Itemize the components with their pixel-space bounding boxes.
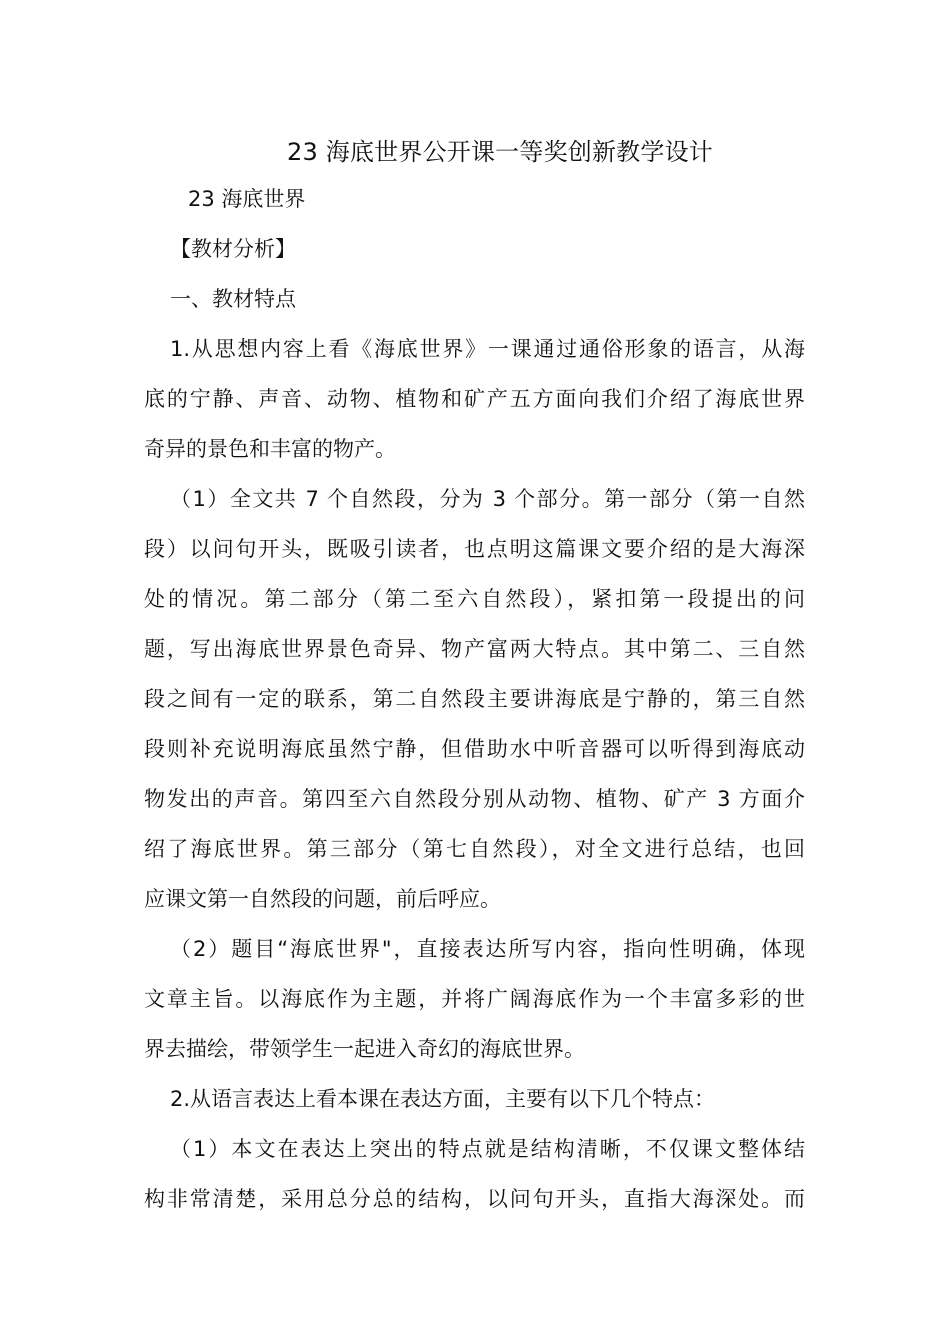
paragraph-line: （1）全文共 7 个自然段，分为 3 个部分。第一部分（第一自然	[170, 487, 805, 511]
section-heading-textbook-analysis: 【教材分析】	[170, 237, 296, 261]
paragraph-line: 构非常清楚，采用总分总的结构，以问句开头，直指大海深处。而	[144, 1187, 805, 1211]
paragraph-line: 题，写出海底世界景色奇异、物产富两大特点。其中第二、三自然	[144, 637, 805, 661]
paragraph-line: 处的情况。第二部分（第二至六自然段），紧扣第一段提出的问	[144, 587, 805, 611]
paragraph-line: 底的宁静、声音、动物、植物和矿产五方面向我们介绍了海底世界	[144, 387, 805, 411]
paragraph-line: （1）本文在表达上突出的特点就是结构清晰，不仅课文整体结	[170, 1137, 805, 1161]
paragraph-line: 绍了海底世界。第三部分（第七自然段），对全文进行总结，也回	[144, 837, 805, 861]
paragraph-line: 段则补充说明海底虽然宁静，但借助水中听音器可以听得到海底动	[144, 737, 805, 761]
paragraph-line: 段）以问句开头，既吸引读者，也点明这篇课文要介绍的是大海深	[144, 537, 805, 561]
paragraph-line: 奇异的景色和丰富的物产。	[144, 437, 396, 461]
paragraph-line: 应课文第一自然段的问题，前后呼应。	[144, 887, 501, 911]
paragraph-line: 2.从语言表达上看本课在表达方面，主要有以下几个特点：	[170, 1087, 716, 1111]
subsection-heading-features: 一、教材特点	[170, 287, 296, 311]
paragraph-line: 物发出的声音。第四至六自然段分别从动物、植物、矿产 3 方面介	[144, 787, 805, 811]
lesson-heading: 23 海底世界	[188, 187, 306, 211]
paragraph-line: 文章主旨。以海底作为主题，并将广阔海底作为一个丰富多彩的世	[144, 987, 805, 1011]
paragraph-line: 段之间有一定的联系，第二自然段主要讲海底是宁静的，第三自然	[144, 687, 805, 711]
document-title: 23 海底世界公开课一等奖创新教学设计	[287, 138, 713, 166]
paragraph-line: （2）题目“海底世界"，直接表达所写内容，指向性明确，体现	[170, 937, 805, 961]
paragraph-line: 1.从思想内容上看《海底世界》一课通过通俗形象的语言，从海	[170, 337, 805, 361]
paragraph-line: 界去描绘，带领学生一起进入奇幻的海底世界。	[144, 1037, 585, 1061]
